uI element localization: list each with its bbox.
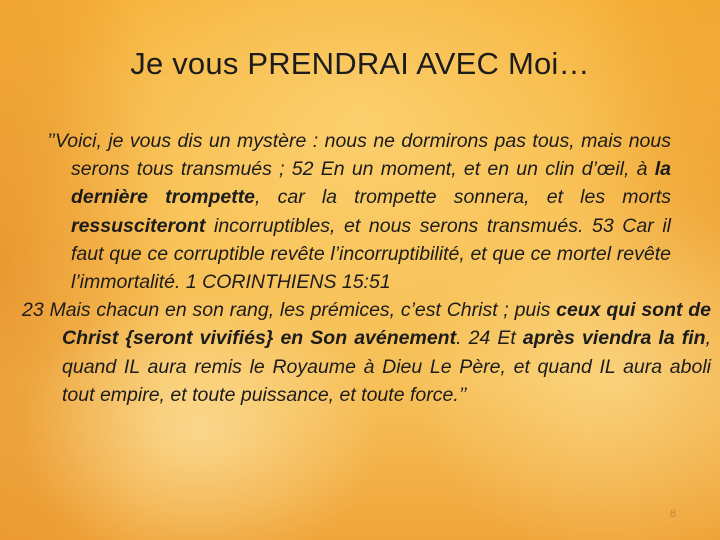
text-segment-bold: ressusciteront bbox=[71, 214, 206, 237]
text-segment: 23 Mais chacun en son rang, les prémices, c’est Christ ; puis bbox=[22, 299, 557, 322]
slide-title: Je vous PRENDRAI AVEC Moi… bbox=[130, 46, 590, 81]
slide-body bbox=[22, 127, 711, 409]
text-segment: . 24 Et bbox=[456, 327, 523, 350]
slide-number: 8 bbox=[669, 508, 676, 520]
text-segment: , car la trompette sonnera, et les morts bbox=[255, 186, 671, 209]
text-segment-bold: ceux qui sont de Christ {seront vivifiés} en Son avénement bbox=[62, 299, 711, 350]
text-segment: , quand IL aura remis le Royaume à Dieu Le Père, et quand IL aura aboli tout empire, et toute puissance, et toute force.’’ bbox=[62, 327, 711, 406]
text-segment-bold: la dernière trompette bbox=[71, 158, 671, 209]
text-segment: ’’Voici, je vous dis un mystère : nous ne dormirons pas tous, mais nous serons tous transmués ; 52 En un moment, et en un clin d’œil, à bbox=[47, 130, 671, 181]
text-segment-bold: après viendra la fin bbox=[522, 327, 706, 350]
scripture-paragraph-2 bbox=[22, 296, 711, 409]
scripture-paragraph-1 bbox=[47, 127, 671, 296]
text-segment: incorruptibles, et nous serons transmués. 53 Car il faut que ce corruptible revête l’incorruptibilité, et que ce mortel revête l’immortalité. 1 CORINTHIENS 15:51 bbox=[71, 214, 671, 294]
